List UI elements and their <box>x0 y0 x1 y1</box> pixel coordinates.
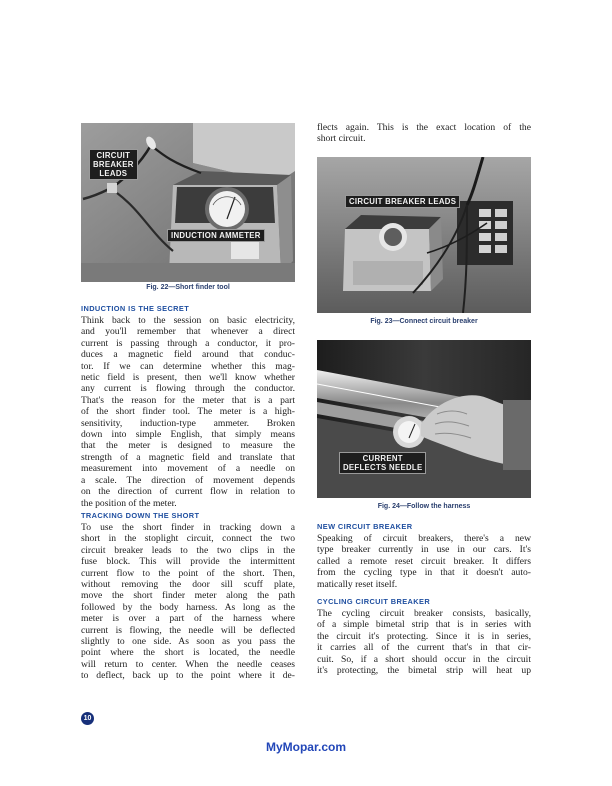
label-line: LEADS <box>99 169 128 178</box>
text-line: of a simple bimetal strip that is in series with <box>317 619 531 631</box>
paragraph-tracking <box>81 522 295 682</box>
text-line: will return to center. When the needle ceases <box>81 658 295 670</box>
text-line: meter is over a part of the harness where <box>81 613 295 625</box>
text-line: circuit breaker leads to the two clips in the <box>81 544 295 556</box>
text-line: The cycling circuit breaker consists, basically, <box>317 608 531 619</box>
text-line: strength of a magnetic field and translate that <box>81 451 295 463</box>
text-line: on the direction of current flow in relation to <box>81 486 295 498</box>
text-line: short circuit. <box>317 133 366 145</box>
figure-23-caption: Fig. 23—Connect circuit breaker <box>370 318 478 325</box>
figure-24-photo <box>317 340 531 498</box>
figure-23-photo <box>317 157 531 313</box>
label-line: CIRCUIT <box>96 151 131 160</box>
paragraph-cycling <box>317 608 531 676</box>
text-line: that the meter is designed to measure the <box>81 440 295 452</box>
section-heading-new-breaker: NEW CIRCUIT BREAKER <box>317 522 413 531</box>
text-line: move the short finder meter along the path <box>81 590 295 602</box>
paragraph-continuation <box>317 122 531 145</box>
text-line: the position of the meter. <box>81 497 177 509</box>
text-line: from the cycling type in that it doesn't auto- <box>317 567 531 579</box>
text-line: matically reset itself. <box>317 578 398 590</box>
footer-site-link[interactable]: MyMopar.com <box>265 740 346 754</box>
text-line: followed by the body harness. As long as the <box>81 601 295 613</box>
text-line: netic field is present, then we'll know whether <box>81 372 295 384</box>
text-line: to deflect, back up to the point where it de- <box>81 670 295 682</box>
text-line: To use the short finder in tracking down a <box>81 522 295 533</box>
text-line: it's protecting, the bimetal strip will heat up <box>317 665 531 677</box>
text-line: duces a magnetic field around that conduc- <box>81 349 295 361</box>
text-line: called a remote reset circuit breaker. It differs <box>317 555 531 567</box>
section-heading-cycling: CYCLING CIRCUIT BREAKER <box>317 597 431 606</box>
text-line: and you'll remember that whenever a direct <box>81 326 295 338</box>
section-heading-tracking: TRACKING DOWN THE SHORT <box>81 511 200 520</box>
text-line: tor. If we can determine whether this mag- <box>81 360 295 372</box>
section-heading-induction: INDUCTION IS THE SECRET <box>81 304 190 313</box>
figure-22-photo <box>81 123 295 282</box>
text-line: slightly to one side. As soon as you pass the <box>81 636 295 648</box>
circuit-breaker-leads-label: CIRCUIT BREAKER LEADS <box>345 195 460 208</box>
text-line: any current is flowing through the conductor. <box>81 383 295 395</box>
paragraph-new-breaker <box>317 533 531 590</box>
text-line: point where the short is located, the needle <box>81 647 295 659</box>
text-line: down into simple English, that simply means <box>81 429 295 441</box>
current-deflects-needle-label <box>339 452 426 474</box>
text-line: cuit. So, if a short should occur in the circuit <box>317 653 531 665</box>
text-line: Speaking of circuit breakers, there's a new <box>317 533 531 544</box>
text-line: fuse block. This will provide the intermittent <box>81 556 295 568</box>
text-line: a scale. The direction of movement depends <box>81 474 295 486</box>
text-line: measurement into movement of a needle on <box>81 463 295 475</box>
circuit-breaker-leads-label <box>89 149 138 180</box>
text-line: the circuit it's protecting. Since it is in series, <box>317 630 531 642</box>
text-line: Think back to the session on basic electricity, <box>81 315 295 326</box>
following-harness-illustration <box>317 340 531 498</box>
text-line: current is passing through a conductor, it pro- <box>81 337 295 349</box>
text-line: current is flowing, the needle will be deflected <box>81 624 295 636</box>
text-line: type breaker currently in use in our cars. It's <box>317 544 531 556</box>
page-number: 10 <box>81 712 94 725</box>
text-line: current flow to the point of the short. Then, <box>81 567 295 579</box>
text-line: of the short finder tool. The meter is a high- <box>81 406 295 418</box>
figure-24-caption: Fig. 24—Follow the harness <box>377 503 471 510</box>
text-line: short in the stoplight circuit, connect the two <box>81 533 295 545</box>
figure-22-caption: Fig. 22—Short finder tool <box>146 284 230 291</box>
text-line: That's the reason for the meter that is a part <box>81 394 295 406</box>
text-line: sensitivity, induction-type ammeter. Broken <box>81 417 295 429</box>
text-line: it carries all of the current that's in that cir- <box>317 642 531 654</box>
induction-ammeter-label: INDUCTION AMMETER <box>167 229 265 242</box>
text-line: flects again. This is the exact location of the <box>317 122 531 133</box>
label-line: DEFLECTS NEEDLE <box>343 463 423 472</box>
label-line: CURRENT <box>362 454 403 463</box>
text-line: without removing the door sill scuff plate, <box>81 579 295 591</box>
label-line: BREAKER <box>93 160 134 169</box>
paragraph-induction <box>81 315 295 509</box>
short-finder-tool-illustration <box>81 123 295 282</box>
circuit-breaker-connection-illustration <box>317 157 531 313</box>
